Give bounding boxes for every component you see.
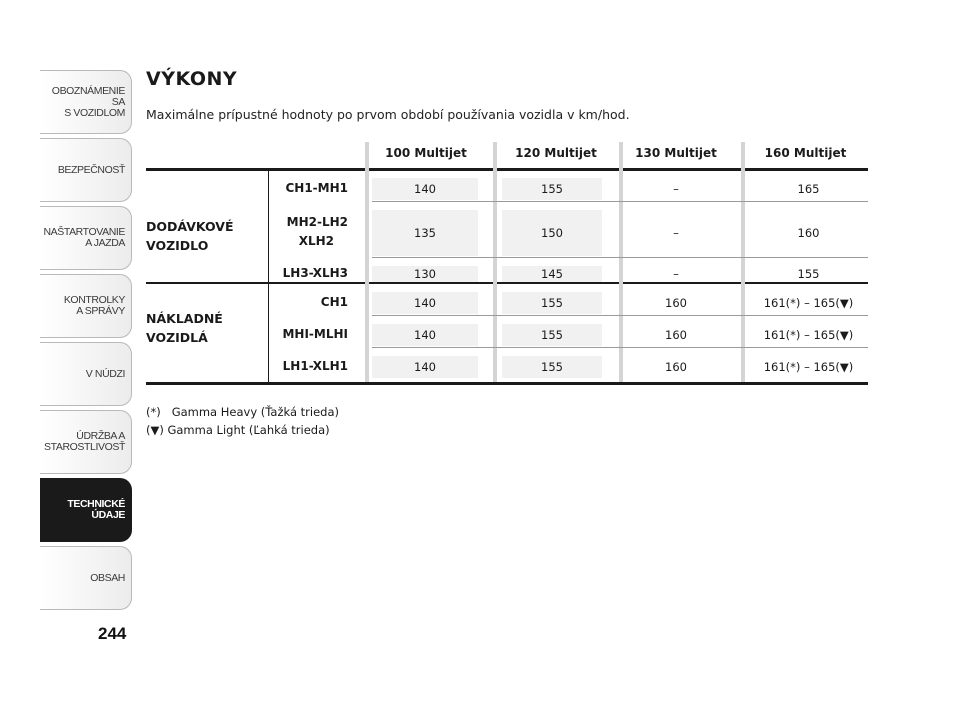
- performance-table: [146, 142, 868, 374]
- speed-cell: 160: [665, 296, 687, 310]
- footnotes: [146, 403, 339, 439]
- footnote-heavy: (*) Gamma Heavy (Ťažká trieda): [146, 405, 339, 419]
- row-divider: [372, 347, 868, 348]
- column-header-160-multijet: 160 Multijet: [764, 146, 847, 160]
- speed-cell: 155: [502, 292, 602, 314]
- page-number: 244: [98, 624, 127, 643]
- speed-cell: 160: [665, 328, 687, 342]
- speed-cell: 160: [797, 226, 820, 240]
- column-header-130-multijet: 130 Multijet: [635, 146, 717, 160]
- footnote-light: (▼) Gamma Light (Ľahká trieda): [146, 423, 330, 437]
- speed-cell: 155: [502, 356, 602, 378]
- speed-cell: –: [673, 267, 679, 281]
- chapter-tab[interactable]: [40, 410, 132, 474]
- chapter-tab-label: OBOZNÁMENIE SA S VOZIDLOM: [51, 84, 125, 119]
- column-header-100-multijet: 100 Multijet: [385, 146, 467, 160]
- table-row: [146, 352, 868, 380]
- speed-cell: –: [673, 226, 679, 240]
- speed-cell: 155: [797, 267, 820, 281]
- table-header: [146, 142, 868, 168]
- speed-cell: 145: [502, 266, 602, 282]
- chapter-tabs: [40, 70, 132, 614]
- chapter-tab[interactable]: [40, 206, 132, 270]
- model-label-line: CH1-MH1: [285, 180, 348, 195]
- model-label: [266, 206, 348, 258]
- chapter-tab-label: BEZPEČNOSŤ: [57, 163, 125, 176]
- model-label: [266, 320, 348, 348]
- model-label-line: XLH2: [298, 234, 334, 248]
- chapter-tab-label: KONTROLKY A SPRÁVY: [63, 294, 125, 317]
- speed-cell: 150: [502, 210, 602, 256]
- chapter-tab[interactable]: [40, 70, 132, 134]
- model-label: [266, 352, 348, 380]
- speed-cell: –: [673, 182, 679, 196]
- group-label-nakladne: NÁKLADNÉ VOZIDLÁ: [146, 311, 223, 345]
- speed-cell: 161(*) – 165(▼): [763, 360, 854, 374]
- speed-cell: 161(*) – 165(▼): [763, 296, 854, 310]
- speed-cell: 140: [372, 292, 478, 314]
- model-label-line: LH1-XLH1: [282, 358, 348, 373]
- speed-cell: 160: [665, 360, 687, 374]
- row-divider: [372, 257, 868, 258]
- chapter-tab-label: NAŠTARTOVANIE A JAZDA: [43, 226, 125, 249]
- chapter-tab[interactable]: [40, 138, 132, 202]
- chapter-tab-label: TECHNICKÉ ÚDAJE: [67, 498, 125, 521]
- speed-cell: 161(*) – 165(▼): [763, 328, 854, 342]
- row-divider: [372, 315, 868, 316]
- speed-cell: 140: [372, 324, 478, 346]
- model-label-line: LH3-XLH3: [282, 265, 348, 280]
- speed-cell: 155: [502, 324, 602, 346]
- speed-cell: 130: [372, 266, 478, 282]
- chapter-tab-label: ÚDRŽBA A STAROSTLIVOSŤ: [44, 430, 125, 453]
- chapter-tab[interactable]: [40, 342, 132, 406]
- speed-cell: 140: [372, 178, 478, 200]
- table-row: [146, 174, 868, 202]
- model-label-line: MHI-MLHI: [282, 326, 348, 341]
- model-label-line: MH2-LH2: [286, 215, 348, 229]
- chapter-tab-label: V NÚDZI: [85, 367, 125, 380]
- group-label-dodavkove: DODÁVKOVÉ VOZIDLO: [146, 219, 234, 253]
- page-title: VÝKONY: [146, 68, 238, 90]
- row-divider: [372, 201, 868, 202]
- chapter-tab[interactable]: [40, 274, 132, 338]
- chapter-tab[interactable]: [40, 478, 132, 542]
- bottom-rule: [146, 382, 868, 385]
- model-label: [266, 262, 348, 284]
- page-subtitle: Maximálne prípustné hodnoty po prvom období používania vozidla v km/hod.: [146, 107, 630, 122]
- speed-cell: 135: [372, 210, 478, 256]
- chapter-tab[interactable]: [40, 546, 132, 610]
- model-label: [266, 288, 348, 316]
- model-label-line: CH1: [320, 294, 348, 309]
- column-header-120-multijet: 120 Multijet: [515, 146, 597, 160]
- table-row: [146, 262, 868, 284]
- chapter-tab-label: OBSAH: [90, 571, 125, 584]
- model-label: [266, 174, 348, 202]
- speed-cell: 165: [797, 182, 820, 196]
- speed-cell: 155: [502, 178, 602, 200]
- header-rule: [146, 168, 868, 171]
- speed-cell: 140: [372, 356, 478, 378]
